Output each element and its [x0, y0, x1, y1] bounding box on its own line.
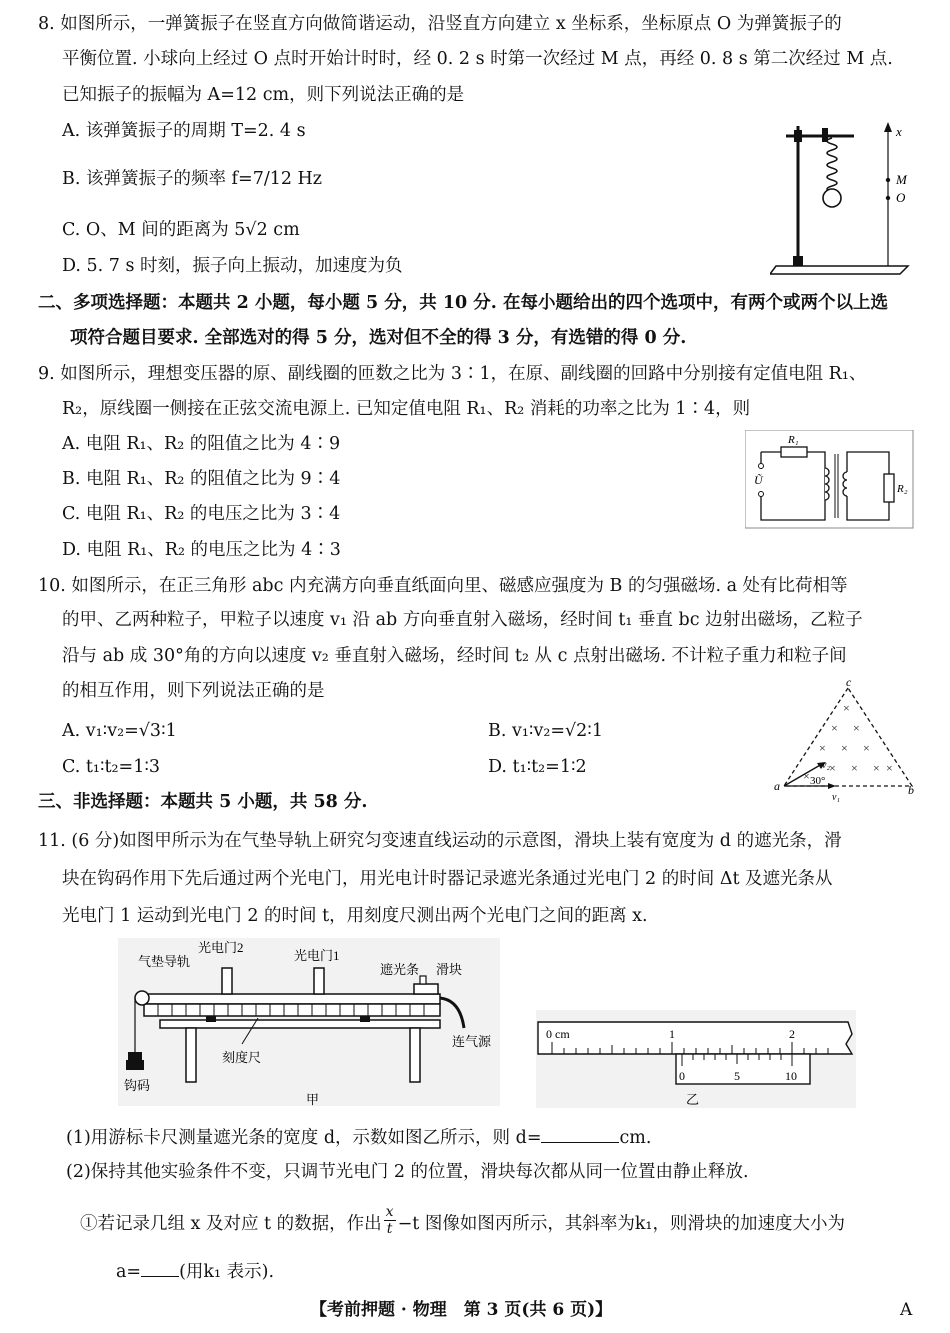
q11-sub-1-prefix: (1)用游标卡尺测量遮光条的宽度 d，示数如图乙所示，则 d= — [66, 1128, 542, 1148]
svg-text:×: × — [863, 741, 870, 755]
vertex-b-label: b — [908, 783, 914, 797]
q11-sub-2-1-answer-suffix: (用k₁ 表示). — [179, 1262, 275, 1282]
section3-heading: 三、非选择题：本题共 5 小题，共 58 分. — [38, 792, 368, 812]
point-m-label: M — [896, 172, 907, 187]
q8-stem-line-2: 平衡位置. 小球向上经过 O 点时开始计时时，经 0. 2 s 时第一次经过 M 点，再经 0. 8 s 第二次经过 M 点. — [62, 49, 893, 69]
vernier-scale-0: 0 — [679, 1069, 685, 1083]
svg-text:×: × — [831, 721, 838, 735]
q11-sub-2-1-answer-prefix: a= — [116, 1262, 142, 1282]
q8-option-c: C. O、M 间的距离为 5√2 cm — [62, 220, 300, 240]
q8-option-b: B. 该弹簧振子的频率 f=7/12 Hz — [62, 169, 323, 189]
r2-label: R₂ — [897, 483, 908, 495]
q10-stem-line-2: 的甲、乙两种粒子，甲粒子以速度 v₁ 沿 ab 方向垂直射入磁场，经时间 t₁ 垂直 bc 边射出磁场，乙粒子 — [62, 610, 863, 630]
q9-stem-line-2: R₂，原线圈一侧接在正弦交流电源上. 已知定值电阻 R₁、R₂ 消耗的功率之比为 1∶4，则 — [62, 399, 751, 419]
q9-stem-line-1: 9. 如图所示，理想变压器的原、副线圈的匝数之比为 3∶1，在原、副线圈的回路中分别接有定值电阻 R₁、 — [38, 364, 867, 384]
q8-option-d: D. 5. 7 s 时刻，振子向上振动，加速度为负 — [62, 256, 403, 276]
air-track-label: 气垫导轨 — [138, 954, 191, 969]
svg-text:×: × — [843, 701, 850, 715]
q11-stem-line-2: 块在钩码作用下先后通过两个光电门，用光电计时器记录遮光条通过光电门 2 的时间 Δt 及遮光条从 — [62, 869, 833, 889]
q9-option-d: D. 电阻 R₁、R₂ 的电压之比为 4∶3 — [62, 540, 341, 560]
q11-sub-2-1 — [80, 1204, 845, 1241]
weight-label: 钩码 — [124, 1078, 151, 1093]
vertex-c-label: c — [846, 676, 852, 689]
figure-yi-caption: 乙 — [686, 1092, 700, 1107]
paper-version-mark: A — [900, 1300, 913, 1320]
air-track-figure — [118, 938, 502, 1110]
angle-label: 30° — [810, 775, 826, 787]
svg-text:×: × — [841, 741, 848, 755]
q11-sub-2-1-prefix: ①若记录几组 x 及对应 t 的数据，作出 — [80, 1214, 382, 1234]
q9-option-a: A. 电阻 R₁、R₂ 的阻值之比为 4∶9 — [62, 434, 341, 454]
main-scale-1: 1 — [669, 1027, 675, 1041]
r1-label: R₁ — [788, 434, 799, 446]
q10-option-a: A. v₁∶v₂=√3∶1 — [62, 721, 177, 741]
svg-text:×: × — [873, 761, 880, 775]
q11-stem-line-1: 11. (6 分)如图甲所示为在气垫导轨上研究匀变速直线运动的示意图，滑块上装有宽度为 d 的遮光条，滑 — [38, 831, 842, 851]
transformer-circuit-figure — [745, 430, 915, 530]
q9-option-b: B. 电阻 R₁、R₂ 的阻值之比为 9∶4 — [62, 469, 341, 489]
fraction-x-over-t — [384, 1204, 396, 1237]
triangle-magnetic-field-figure — [770, 676, 920, 804]
fraction-denominator: t — [386, 1221, 393, 1237]
q10-option-d: D. t₁∶t₂=1∶2 — [488, 757, 587, 777]
q11-sub-1-suffix: cm. — [619, 1128, 652, 1148]
q11-sub-2-1-suffix: −t 图像如图丙所示，其斜率为k₁，则滑块的加速度大小为 — [397, 1214, 845, 1234]
point-o-label: O — [896, 190, 906, 205]
v1-label: v₁ — [832, 792, 840, 803]
vernier-scale-5: 5 — [734, 1069, 740, 1083]
ruler-label: 刻度尺 — [222, 1050, 262, 1065]
vernier-scale-10: 10 — [785, 1069, 797, 1083]
q10-option-b: B. v₁∶v₂=√2∶1 — [488, 721, 603, 741]
svg-text:×: × — [853, 721, 860, 735]
q8-stem-line-3: 已知振子的振幅为 A=12 cm，则下列说法正确的是 — [62, 85, 465, 105]
source-u-label: Ũ — [754, 473, 763, 487]
svg-text:×: × — [803, 769, 810, 783]
q10-option-c: C. t₁∶t₂=1∶3 — [62, 757, 161, 777]
answer-blank-a[interactable] — [141, 1258, 179, 1277]
svg-text:×: × — [886, 761, 893, 775]
shade-label: 遮光条 — [380, 962, 420, 977]
spring-oscillator-figure — [770, 118, 920, 278]
q8-stem-line-1: 8. 如图所示，一弹簧振子在竖直方向做简谐运动，沿竖直方向建立 x 坐标系，坐标原点 O 为弹簧振子的 — [38, 14, 842, 34]
fraction-numerator: x — [385, 1204, 394, 1220]
svg-text:×: × — [851, 761, 858, 775]
q8-option-a: A. 该弹簧振子的周期 T=2. 4 s — [62, 121, 306, 141]
page-footer: 【考前押题 · 物理 第 3 页(共 6 页)】 — [310, 1300, 613, 1320]
q11-sub-1 — [66, 1124, 651, 1150]
q11-stem-line-3: 光电门 1 运动到光电门 2 的时间 t，用刻度尺测出两个光电门之间的距离 x. — [62, 906, 648, 926]
vernier-caliper-figure — [536, 1010, 858, 1110]
figure-jia-caption: 甲 — [306, 1092, 320, 1107]
section2-heading-line-1: 二、多项选择题：本题共 2 小题，每小题 5 分，共 10 分. 在每小题给出的四个选项中，有两个或两个以上选 — [38, 293, 888, 313]
q10-stem-line-4: 的相互作用，则下列说法正确的是 — [62, 681, 325, 701]
air-source-label: 连气源 — [452, 1034, 492, 1049]
vertex-a-label: a — [774, 779, 780, 793]
q10-stem-line-1: 10. 如图所示，在正三角形 abc 内充满方向垂直纸面向里、磁感应强度为 B 的匀强磁场. a 处有比荷相等 — [38, 576, 848, 596]
x-axis-label: x — [896, 124, 902, 139]
answer-blank-d[interactable] — [541, 1124, 619, 1143]
gate2-label: 光电门2 — [198, 940, 244, 955]
q11-sub-2-1-answer — [116, 1258, 274, 1284]
svg-text:×: × — [829, 761, 836, 775]
q9-option-c: C. 电阻 R₁、R₂ 的电压之比为 3∶4 — [62, 504, 341, 524]
q10-stem-line-3: 沿与 ab 成 30°角的方向以速度 v₂ 垂直射入磁场，经时间 t₂ 从 c 点射出磁场. 不计粒子重力和粒子间 — [62, 646, 847, 666]
gate1-label: 光电门1 — [294, 948, 340, 963]
section2-heading-line-2: 项符合题目要求. 全部选对的得 5 分，选对但不全的得 3 分，有选错的得 0 分. — [70, 328, 687, 348]
main-scale-2: 2 — [789, 1027, 795, 1041]
v2-label: v₂ — [822, 760, 830, 771]
main-scale-0cm: 0 cm — [546, 1027, 570, 1041]
q11-sub-2: (2)保持其他实验条件不变，只调节光电门 2 的位置，滑块每次都从同一位置由静止释放. — [66, 1162, 749, 1182]
svg-text:×: × — [819, 741, 826, 755]
slider-label: 滑块 — [436, 962, 463, 977]
